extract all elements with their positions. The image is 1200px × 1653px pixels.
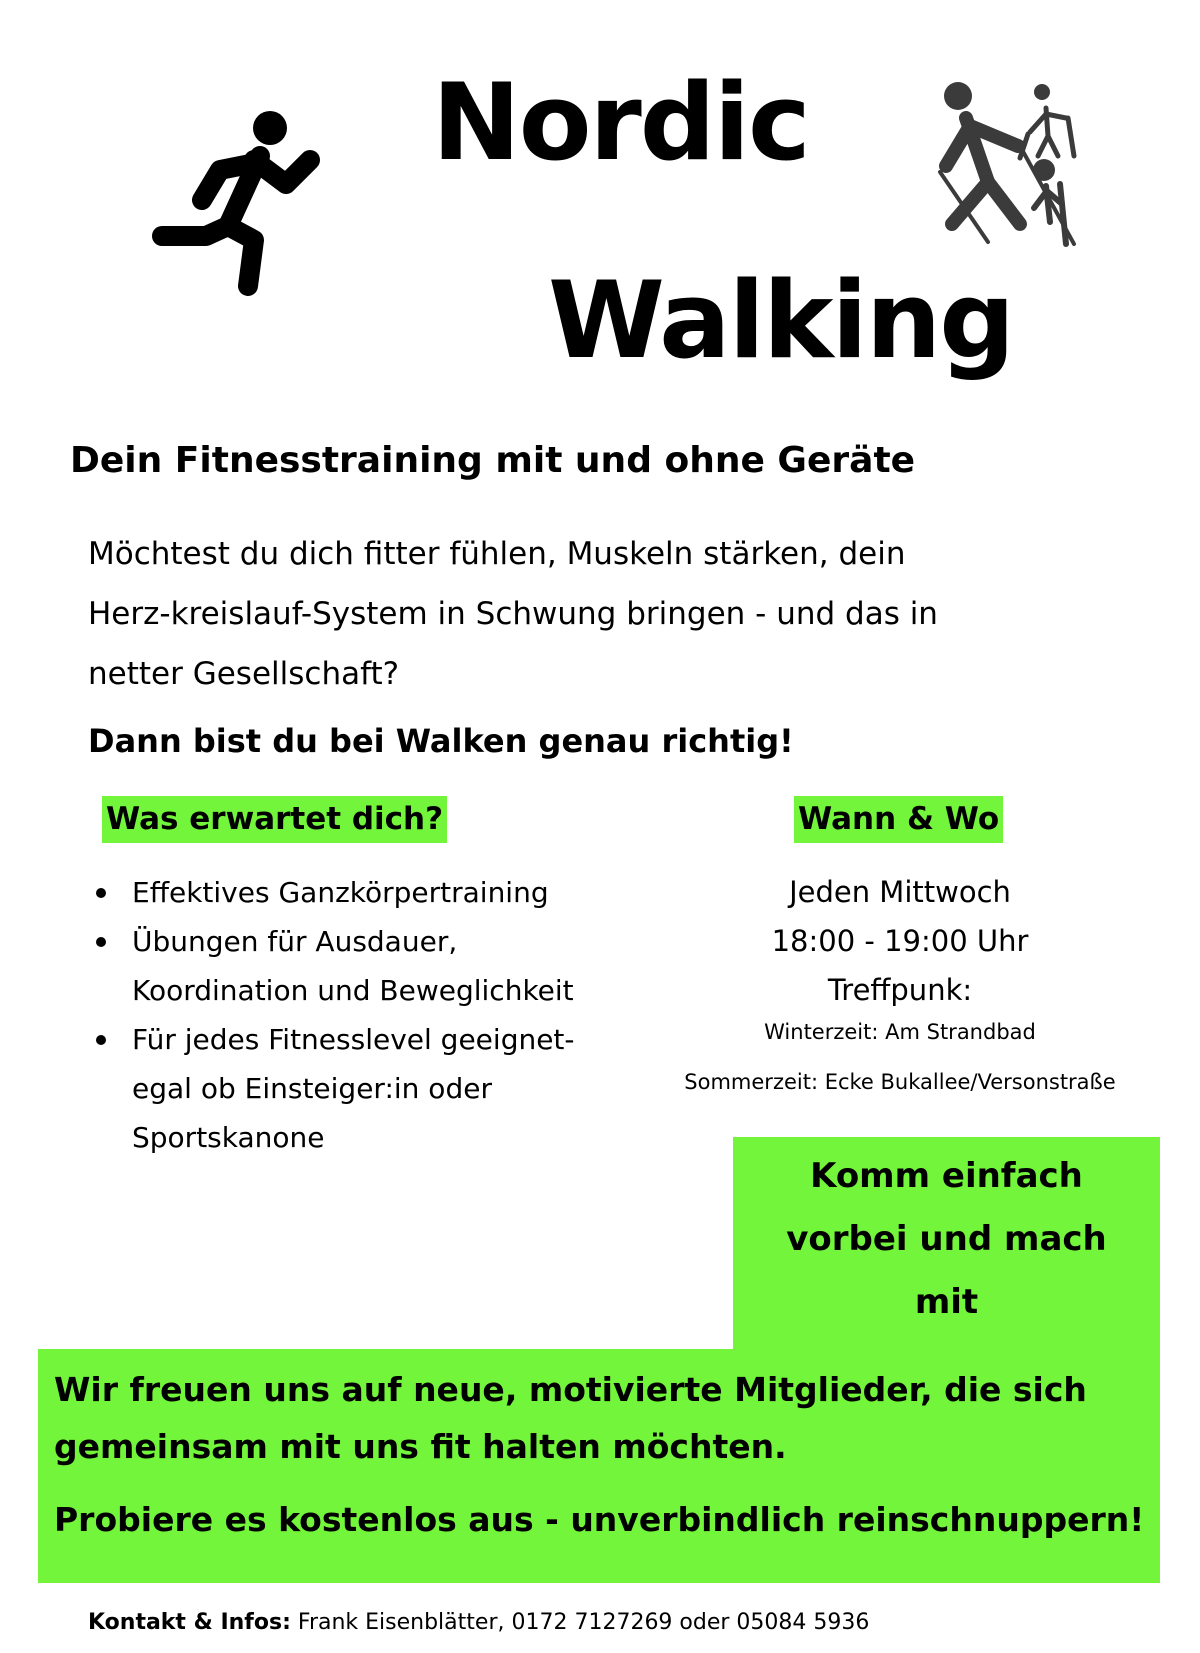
when-where-section (640, 868, 1160, 1099)
join-line: Komm einfach (810, 1156, 1083, 1196)
intro-line: Möchtest du dich fitter fühlen, Muskeln stärken, dein (88, 536, 906, 572)
expect-heading: Was erwartet dich? (102, 796, 447, 843)
meeting-point-label: Treffpunk: (827, 973, 973, 1007)
call-to-action: Dann bist du bei Walken genau richtig! (88, 722, 794, 760)
title-line-1: Nordic (432, 61, 809, 184)
list-item-line: Sportskanone (132, 1121, 325, 1154)
summer-location: Sommerzeit: Ecke Bukallee/Versonstraße (684, 1070, 1116, 1094)
contact-text: Frank Eisenblätter, 0172 7127269 oder 05084 5936 (290, 1610, 870, 1635)
when-where-heading: Wann & Wo (794, 796, 1003, 843)
list-item (96, 1015, 636, 1162)
intro-text (88, 524, 1148, 704)
join-line: vorbei und mach (786, 1219, 1107, 1259)
intro-line: Herz-kreislauf-System in Schwung bringen - und das in (88, 596, 938, 632)
contact-info (88, 1610, 869, 1635)
list-item-line: Für jedes Fitnesslevel geeignet- (132, 1023, 575, 1056)
welcome-line: gemeinsam mit uns fit halten möchten. (54, 1427, 787, 1466)
expect-list (96, 868, 636, 1162)
join-line: mit (914, 1282, 979, 1322)
list-item-line: Übungen für Ausdauer, (132, 925, 458, 958)
list-item-line: Koordination und Beweglichkeit (132, 974, 574, 1007)
nordic-walking-persons-icon (918, 74, 1133, 264)
winter-location: Winterzeit: Am Strandbad (764, 1020, 1036, 1044)
list-item-line: egal ob Einsteiger:in oder (132, 1072, 492, 1105)
title-line-2: Walking (548, 259, 1014, 382)
running-person-icon (150, 108, 360, 318)
trial-line: Probiere es kostenlos aus - unverbindlich reinschnuppern! (54, 1500, 1145, 1539)
join-box (733, 1137, 1160, 1351)
meeting-time: 18:00 - 19:00 Uhr (771, 924, 1029, 958)
list-item (96, 868, 636, 917)
welcome-box (38, 1349, 1160, 1583)
welcome-line: Wir freuen uns auf neue, motivierte Mitglieder, die sich (54, 1370, 1087, 1409)
meeting-day: Jeden Mittwoch (789, 875, 1011, 909)
list-item-line: Effektives Ganzkörpertraining (132, 876, 549, 909)
subtitle: Dein Fitnesstraining mit und ohne Geräte (70, 440, 916, 481)
intro-line: netter Gesellschaft? (88, 656, 400, 692)
list-item (96, 917, 636, 1015)
contact-label: Kontakt & Infos: (88, 1610, 291, 1635)
